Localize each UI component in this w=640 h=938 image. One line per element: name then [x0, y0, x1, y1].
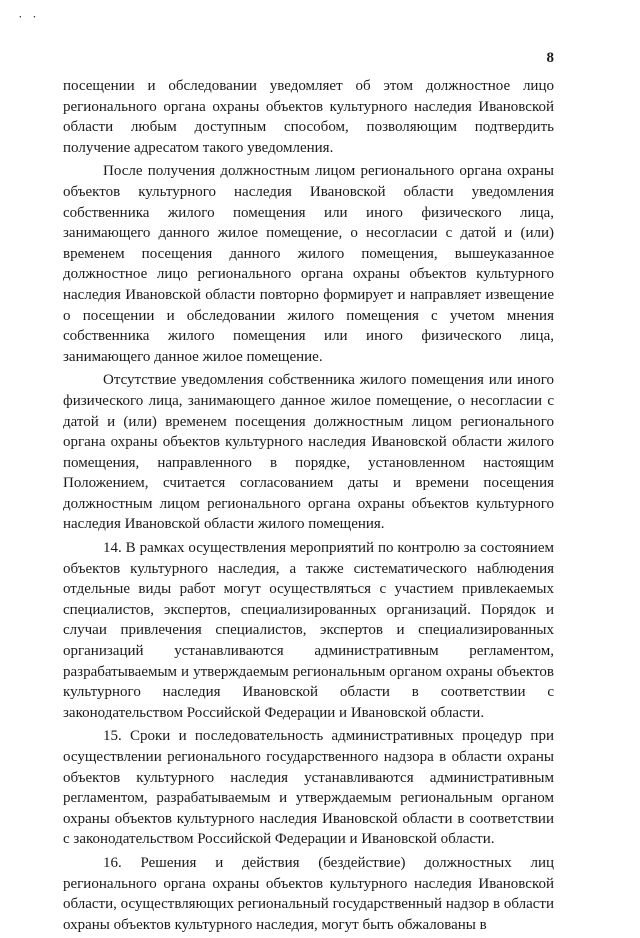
paragraph-clause-14: 14. В рамках осуществления мероприятий по контролю за состоянием объектов культурного наследия, а также систематического наблюдения отдельные виды работ могут осуществляться с участием привлекаемых специалистов, экспертов, специализированных организаций. Порядок и случаи привлечения специалистов, экспертов и специализированных организаций устанавливаются административным регламентом, разрабатываемым и утверждаемым региональным органом охраны объектов культурного наследия Ивановской области в соответствии с законодательством Российской Федерации и Ивановской области. [63, 540, 554, 721]
paragraph-no-notice: Отсутствие уведомления собственника жилого помещения или иного физического лица, занимающего данное жилое помещение, о несогласии с датой и (или) временем посещения должностным лицом регионального органа охраны объектов культурного наследия Ивановской области жилого помещения, направленного в порядке, установленном настоящим Положением, считается согласованием даты и времени посещения должностным лицом регионального органа охраны объектов культурного наследия Ивановской области жилого помещения. [63, 372, 554, 533]
scan-mark: ˙ ˙ [18, 14, 40, 29]
paragraph-clause-15: 15. Сроки и последовательность административных процедур при осуществлении регионального государственного надзора в области охраны объектов культурного наследия устанавливаются административным регламентом, разрабатываемым и утверждаемым региональным органом охраны объектов культурного наследия Ивановской области в соответствии с законодательством Российской Федерации и Ивановской области. [63, 728, 554, 848]
paragraph-continuation: посещении и обследовании уведомляет об этом должностное лицо регионального органа охраны объектов культурного наследия Ивановской области любым доступным способом, позволяющим подтвердить получение адресатом такого уведомления. [63, 78, 554, 156]
page-number: 8 [546, 50, 554, 66]
paragraph-clause-16: 16. Решения и действия (бездействие) должностных лиц регионального органа охраны объектов культурного наследия Ивановской области, осуществляющих региональный государственный надзор в области охраны объектов культурного наследия, могут быть обжалованы в [63, 854, 554, 933]
document-body [63, 76, 554, 938]
paragraph-reschedule: После получения должностным лицом регионального органа охраны объектов культурного наследия Ивановской области уведомления собственника жилого помещения или иного физического лица, занимающего данного жилое помещение, о несогласии с датой и (или) временем посещения данного жилого помещения, вышеуказанное должностное лицо регионального органа охраны объектов культурного наследия Ивановской области повторно формирует и направляет извещение о посещении и обследовании жилого помещения с учетом мнения собственника жилого помещения или иного физического лица, занимающего данное жилое помещение. [63, 163, 554, 365]
